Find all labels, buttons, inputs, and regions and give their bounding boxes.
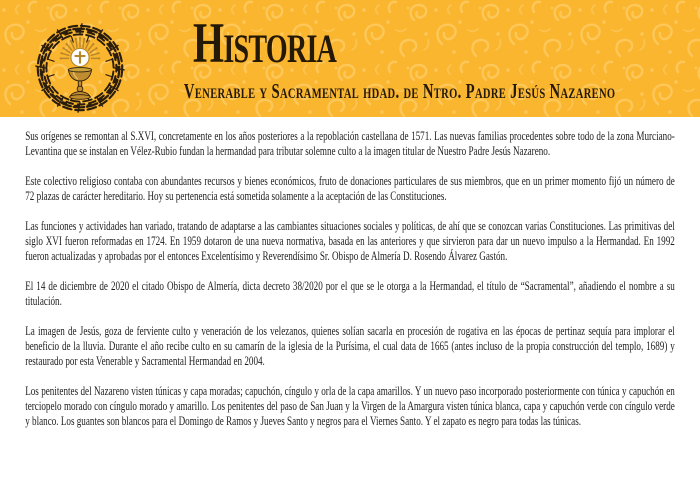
- paragraph-constitutions: Las funciones y actividades han variado, tratando de adaptarse a las cambiantes situaciones sociales y políticas, de ahí que se conozcan varias Constituciones. Las primitivas del siglo XVI fueron reformadas en 1724. En 1959 dotaron de una nueva normativa, basada en las anteriores y que sirvieron para dar un nuevo impulso a la Hermandad. En 1992 fueron actualizadas y aprobadas por el entonces Excelentísimo y Reverendísimo Sr. Obispo de Almería D. Rosendo Álvarez Gastón.: [25, 217, 675, 264]
- article-text-block: [0, 117, 700, 429]
- masthead: [0, 0, 700, 117]
- paragraph-resources: Este colectivo religioso contaba con abundantes recursos y bienes económicos, fruto de donaciones particulares de sus miembros, que en un primer momento fijó un número de 72 plazas de carácter hereditario. Hoy su pertenencia está sometida solamente a la aceptación de las Constituciones.: [25, 172, 675, 204]
- paragraph-decree-2020: El 14 de diciembre de 2020 el citado Obispo de Almería, dicta decreto 38/2020 por el que se le otorga a la Hermandad, el título de “Sacramental”, añadiendo el nombre a su titulación.: [25, 277, 675, 309]
- paragraph-origins: Sus orígenes se remontan al S.XVI, concretamente en los años posteriores a la repoblación castellana de 1571. Las nuevas familias procedentes sobre todo de la zona Murciano-Levantina que se instalan en Vélez-Rubio fundan la hermandad para tributar solemne culto a la imagen titular de Nuestro Padre Jesús Nazareno.: [25, 128, 675, 159]
- paragraph-penitents: Los penitentes del Nazareno visten túnicas y capa moradas; capuchón, cíngulo y orla de la capa amarillos. Y un nuevo paso incorporado posteriormente con túnica y capuchón en terciopelo morado con cíngulo morado y amarillo. Los penitentes del paso de San Juan y la Virgen de la Amargura visten túnica blanca, capa y capuchón verde con cíngulo verde y blanco. Los guantes son blancos para el Domingo de Ramos y Jueves Santo y negros para el Viernes Santo. Y el zapato es negro para todas las túnicas.: [25, 382, 675, 429]
- page-subtitle: Venerable y Sacramental hdad. de Ntro. Padre Jesús Nazareno: [183, 79, 616, 103]
- masthead-text: [0, 0, 700, 117]
- page-title: Historia: [193, 12, 337, 75]
- paragraph-image-cult: La imagen de Jesús, goza de ferviente culto y veneración de los velezanos, quienes solían sacarla en procesión de rogativa en las épocas de pertinaz sequía para implorar el beneficio de la lluvia. Durante el año recibe culto en su camarín de la iglesia de la Purísima, el cual data de 1665 (antes incluso de la propia construcción del templo, 1689) y restaurado por esta Venerable y Sacramental Hermandad en 2004.: [25, 322, 675, 369]
- article-content: [0, 117, 700, 499]
